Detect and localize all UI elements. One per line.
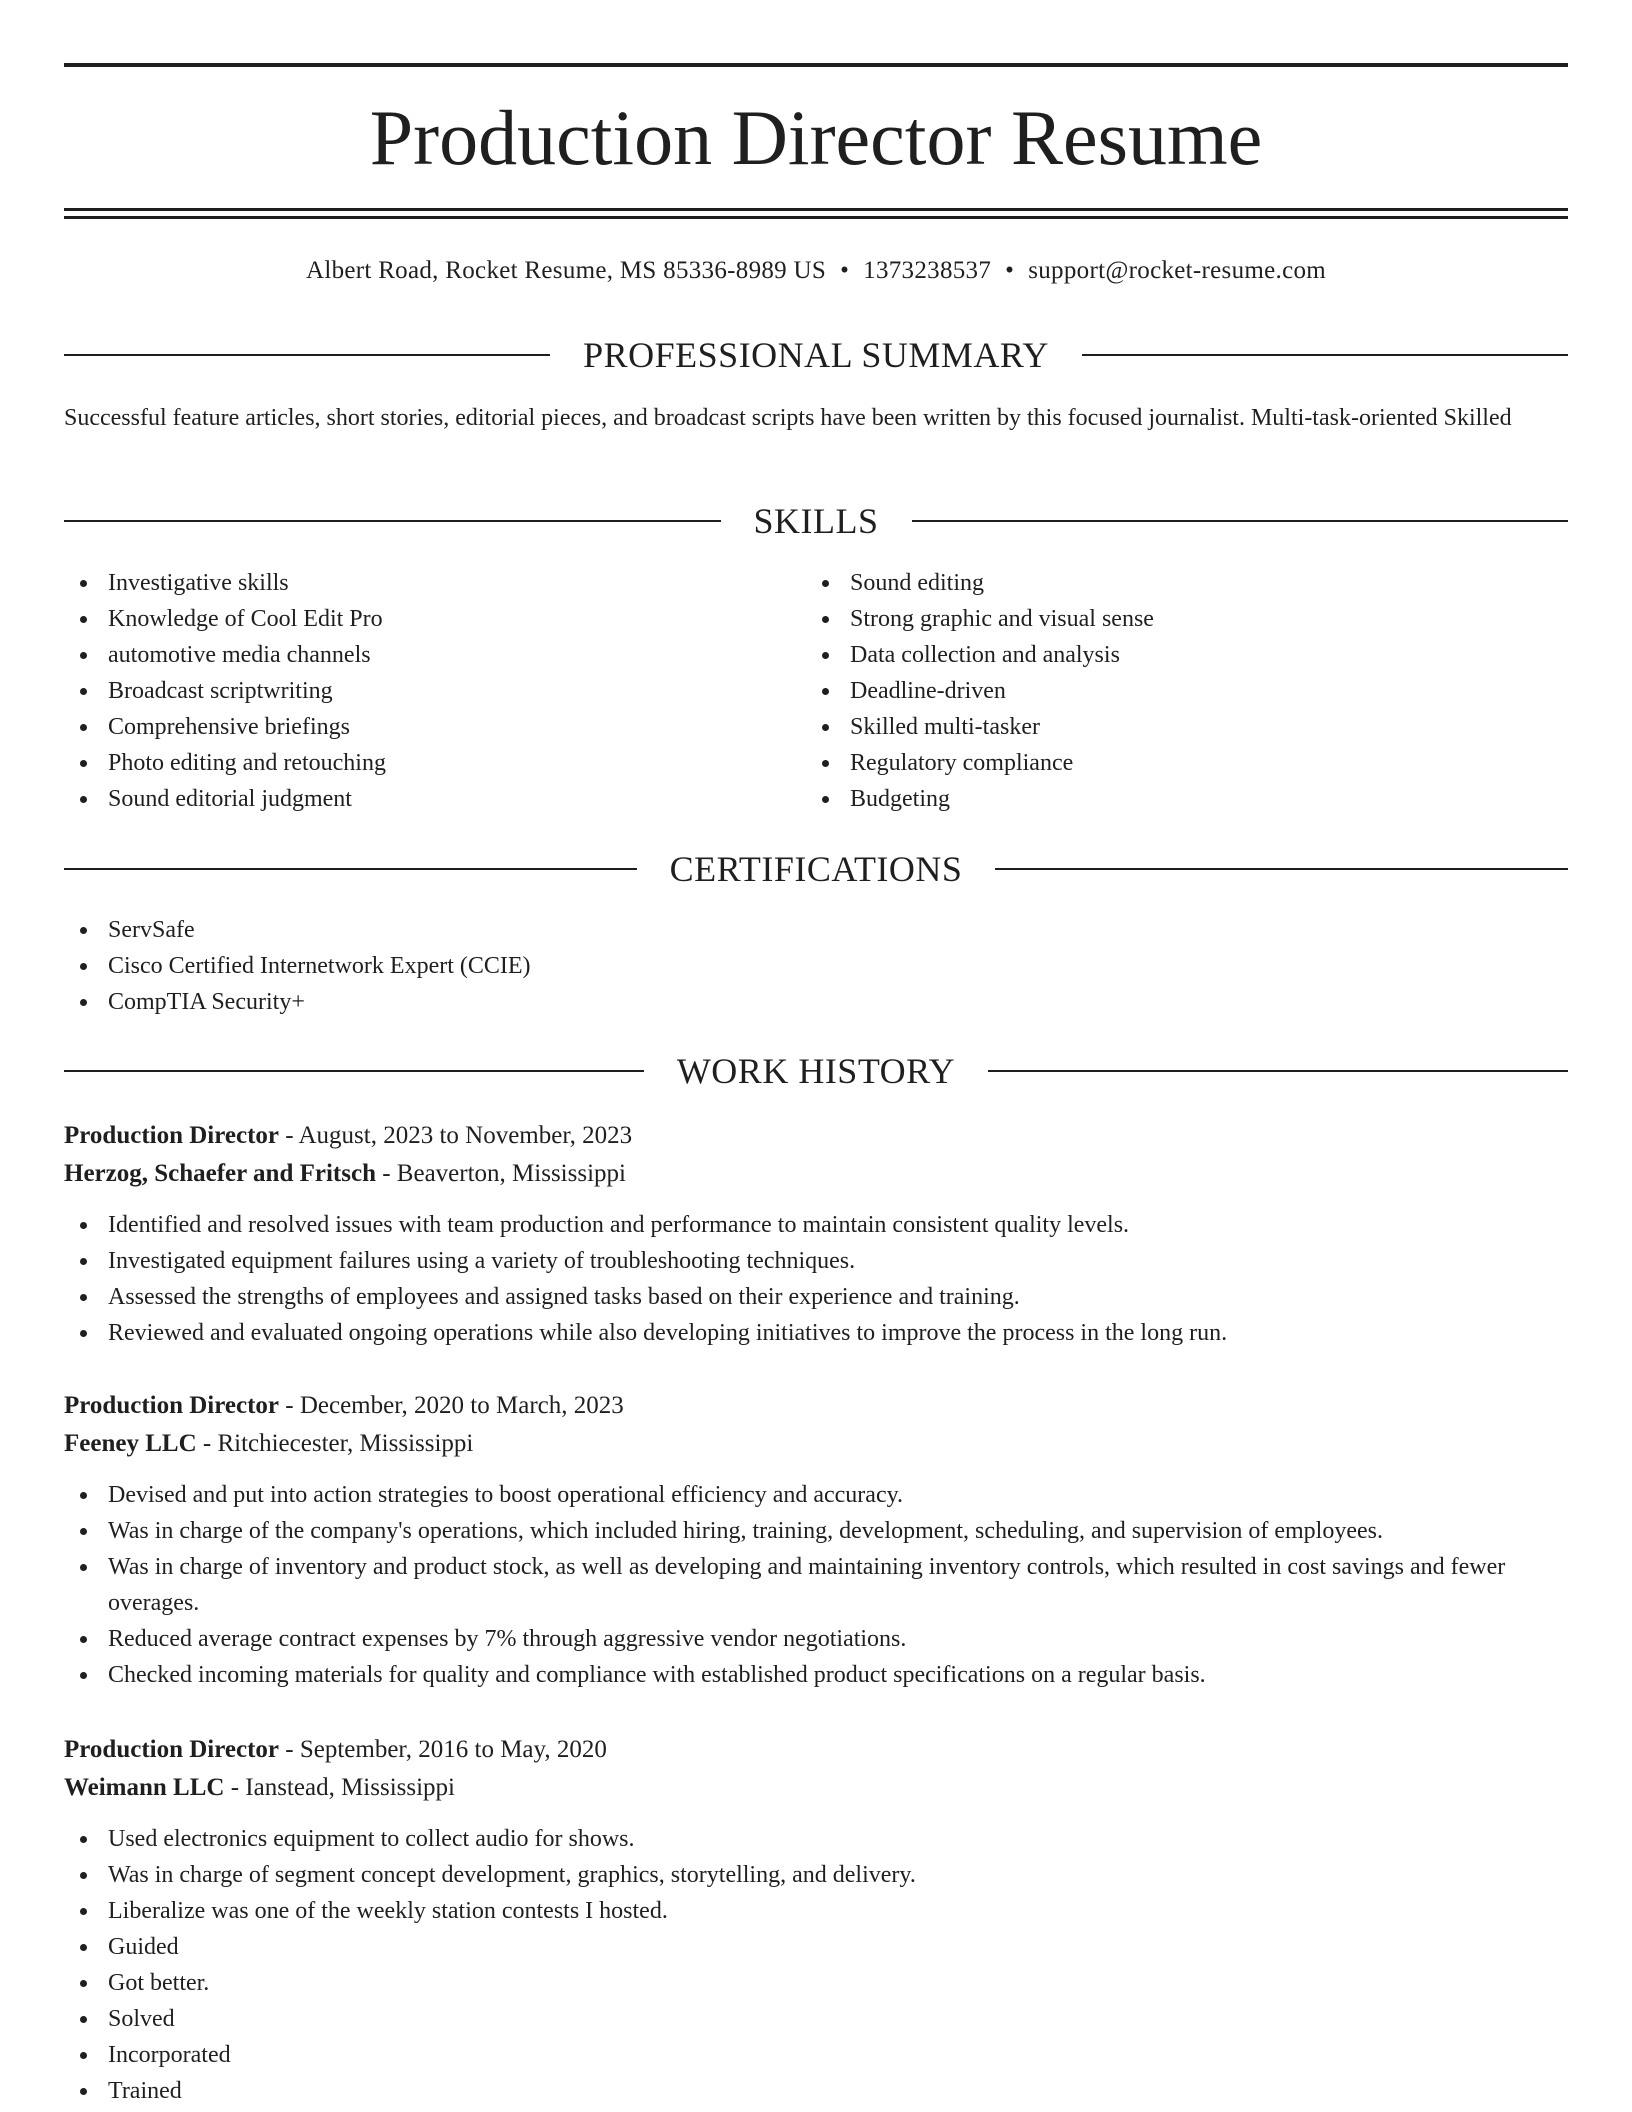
job-duty: Used electronics equipment to collect audio for shows. [64,1821,1568,1857]
job-duty: Got better. [64,1965,1568,2001]
skill-item: Sound editorial judgment [64,781,804,817]
job-dates: - September, 2016 to May, 2020 [279,1736,607,1763]
skill-item: Broadcast scriptwriting [64,673,804,709]
job-role: Production Director [64,1122,280,1149]
job-duty: Identified and resolved issues with team production and performance to maintain consistent quality levels. [64,1207,1568,1243]
job-duty: Liberalize was one of the weekly station contests I hosted. [64,1893,1568,1929]
job-duty: Reviewed and evaluated ongoing operations while also developing initiatives to improve the process in the long run. [64,1315,1568,1351]
summary-text: Successful feature articles, short stories, editorial pieces, and broadcast scripts have been written by this focused journalist. Multi-task-oriented Skilled [64,405,1512,431]
job-role-line [64,1387,1568,1425]
skill-item: Budgeting [806,781,1568,817]
job-location: - Beaverton, Mississippi [375,1160,626,1187]
summary-heading-label: PROFESSIONAL SUMMARY [583,335,1049,375]
job-location: - Ianstead, Mississippi [224,1774,455,1801]
job-duty: Reduced average contract expenses by 7% through aggressive vendor negotiations. [64,1621,1568,1657]
job-duty: Solved [64,2001,1568,2037]
job-duty: Assessed the strengths of employees and assigned tasks based on their experience and training. [64,1279,1568,1315]
summary-heading [64,333,1568,377]
job-role-line [64,1731,1568,1769]
job-entry [64,1387,1568,1693]
skill-item: Strong graphic and visual sense [806,601,1568,637]
heading-rule [64,868,637,870]
job-duties [64,1821,1568,2109]
certification-item: CompTIA Security+ [64,984,1568,1020]
skill-item: Data collection and analysis [806,637,1568,673]
certification-item: ServSafe [64,912,1568,948]
skills-heading [64,499,1568,543]
job-dates: - August, 2023 to November, 2023 [279,1122,633,1149]
job-duty: Incorporated [64,2037,1568,2073]
job-location: - Ritchiecester, Mississippi [196,1430,474,1457]
job-role: Production Director [64,1392,280,1419]
job-duty: Was in charge of segment concept development, graphics, storytelling, and delivery. [64,1857,1568,1893]
skill-item: Investigative skills [64,565,804,601]
certifications-list [64,912,1568,1020]
contact-line [64,253,1568,289]
skill-item: Deadline-driven [806,673,1568,709]
title-rule-upper [64,208,1568,211]
title-rule-lower [64,216,1568,219]
skill-item: Regulatory compliance [806,745,1568,781]
skill-item: Comprehensive briefings [64,709,804,745]
certifications-heading-label: CERTIFICATIONS [669,849,963,889]
job-dates: - December, 2020 to March, 2023 [279,1392,624,1419]
skill-item: Sound editing [806,565,1568,601]
skills-list-right [806,565,1568,817]
work-history-heading [64,1049,1568,1093]
job-duty: Investigated equipment failures using a variety of troubleshooting techniques. [64,1243,1568,1279]
contact-email: support@rocket-resume.com [1028,257,1327,284]
heading-rule [988,1070,1568,1072]
job-role-line [64,1117,1568,1155]
skill-item: Photo editing and retouching [64,745,804,781]
skills-heading-label: SKILLS [753,501,879,541]
job-duties [64,1207,1568,1351]
heading-rule [912,520,1569,522]
skill-item: Skilled multi-tasker [806,709,1568,745]
work-history-heading-label: WORK HISTORY [676,1051,956,1091]
job-duty: Was in charge of the company's operations, which included hiring, training, development, scheduling, and supervision of employees. [64,1513,1568,1549]
job-entry [64,1117,1568,1351]
heading-rule [995,868,1568,870]
job-duty: Was in charge of inventory and product stock, as well as developing and maintaining inventory controls, which resulted in cost savings and fewer overages. [64,1549,1568,1621]
job-company-line [64,1769,1568,1807]
certification-item: Cisco Certified Internetwork Expert (CCIE) [64,948,1568,984]
job-company: Weimann LLC [64,1774,225,1801]
job-role: Production Director [64,1736,280,1763]
skill-item: automotive media channels [64,637,804,673]
heading-rule [64,520,721,522]
heading-rule [64,1070,644,1072]
contact-separator: • [1005,257,1015,284]
top-rule [64,63,1568,67]
job-duty: Devised and put into action strategies to boost operational efficiency and accuracy. [64,1477,1568,1513]
job-company: Herzog, Schaefer and Fritsch [64,1160,376,1187]
job-duty: Checked incoming materials for quality and compliance with established product specifications on a regular basis. [64,1657,1568,1693]
job-duties [64,1477,1568,1693]
heading-rule [64,354,550,356]
certifications-heading [64,847,1568,891]
contact-separator: • [840,257,850,284]
resume-title: Production Director Resume [369,94,1263,181]
job-company: Feeney LLC [64,1430,197,1457]
job-duty: Trained [64,2073,1568,2109]
skills-list-left [64,565,804,817]
job-entry [64,1731,1568,2109]
contact-address: Albert Road, Rocket Resume, MS 85336-8989 US [305,257,827,284]
job-company-line [64,1155,1568,1193]
job-duty: Guided [64,1929,1568,1965]
heading-rule [1082,354,1568,356]
contact-phone: 1373238537 [863,257,992,284]
job-company-line [64,1425,1568,1463]
skill-item: Knowledge of Cool Edit Pro [64,601,804,637]
